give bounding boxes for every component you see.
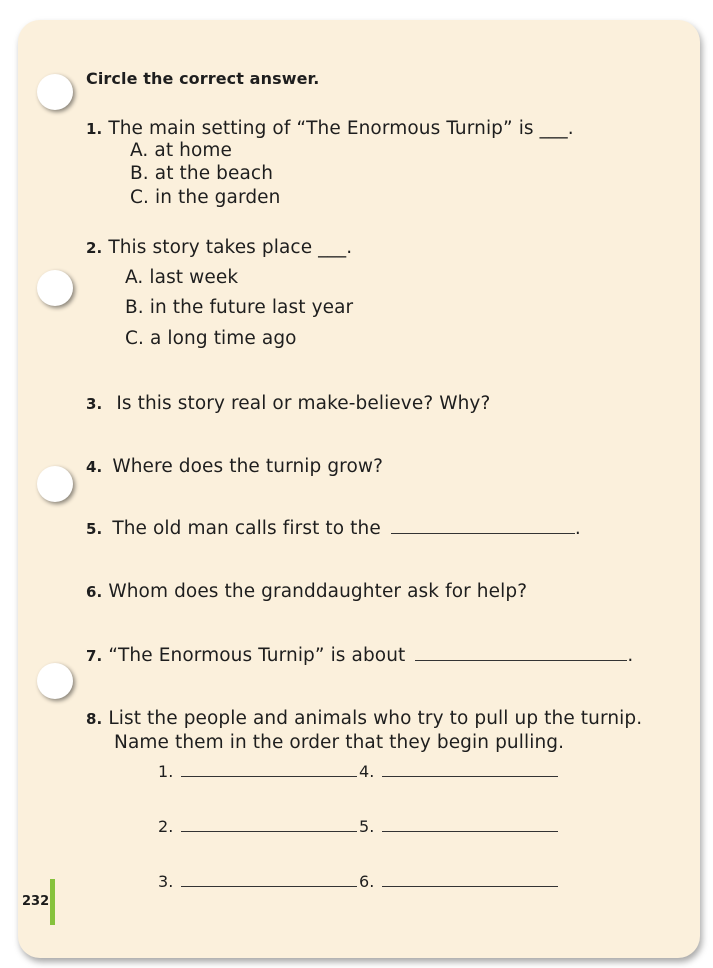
question-number: 3.: [86, 395, 103, 413]
question-text: The old man calls first to the: [112, 518, 381, 539]
question-text: The main setting of “The Enormous Turnip” is ___.: [108, 118, 574, 139]
answer-blank[interactable]: [181, 830, 357, 832]
question-5: [86, 518, 581, 539]
question-text: Whom does the granddaughter ask for help?: [108, 581, 528, 602]
binder-hole: [37, 74, 73, 110]
question-number: 1.: [86, 120, 103, 138]
answer-blank[interactable]: [382, 885, 558, 887]
answer-blank[interactable]: [415, 659, 627, 661]
question-number: 2.: [86, 239, 103, 257]
slot-label: 5.: [359, 817, 375, 836]
answer-blank[interactable]: [181, 885, 357, 887]
page-accent-bar: [50, 879, 55, 925]
answer-option-b[interactable]: B. at the beach: [130, 163, 274, 184]
period: .: [627, 645, 634, 666]
question-number: 7.: [86, 647, 103, 665]
binder-hole: [37, 663, 73, 699]
question-number: 8.: [86, 710, 103, 728]
page-number: 232: [22, 894, 50, 909]
period: .: [574, 518, 581, 539]
answer-option-c[interactable]: C. in the garden: [130, 187, 281, 208]
question-number: 5.: [86, 520, 103, 538]
answer-slot-3: [158, 872, 357, 891]
binder-hole: [37, 270, 73, 306]
question-text: List the people and animals who try to pull up the turnip.: [108, 708, 643, 729]
slot-label: 3.: [158, 872, 174, 891]
answer-option-b[interactable]: B. in the future last year: [125, 297, 354, 318]
answer-option-c[interactable]: C. a long time ago: [125, 328, 297, 349]
answer-blank[interactable]: [382, 775, 558, 777]
question-6: [86, 581, 527, 602]
answer-slot-6: [359, 872, 558, 891]
question-8: [86, 708, 642, 729]
answer-slot-2: [158, 817, 357, 836]
question-8-line-2: Name them in the order that they begin pulling.: [114, 732, 565, 753]
question-text: “The Enormous Turnip” is about: [108, 645, 406, 666]
question-1: [86, 118, 574, 139]
question-number: 4.: [86, 458, 103, 476]
question-text: Is this story real or make-believe? Why?: [116, 393, 491, 414]
answer-blank[interactable]: [391, 532, 575, 534]
answer-option-a[interactable]: A. at home: [130, 140, 233, 161]
question-number: 6.: [86, 583, 103, 601]
question-3: [86, 393, 490, 414]
question-text: This story takes place ___.: [108, 237, 353, 258]
slot-label: 6.: [359, 872, 375, 891]
slot-label: 2.: [158, 817, 174, 836]
question-4: [86, 456, 383, 477]
question-text: Where does the turnip grow?: [112, 456, 384, 477]
answer-slot-1: [158, 762, 357, 781]
binder-hole: [37, 466, 73, 502]
answer-option-a[interactable]: A. last week: [125, 267, 239, 288]
question-2: [86, 237, 352, 258]
answer-slot-4: [359, 762, 558, 781]
answer-blank[interactable]: [382, 830, 558, 832]
instruction-heading: Circle the correct answer.: [86, 69, 320, 88]
slot-label: 4.: [359, 762, 375, 781]
answer-slot-5: [359, 817, 558, 836]
question-7: [86, 645, 633, 666]
slot-label: 1.: [158, 762, 174, 781]
answer-blank[interactable]: [181, 775, 357, 777]
